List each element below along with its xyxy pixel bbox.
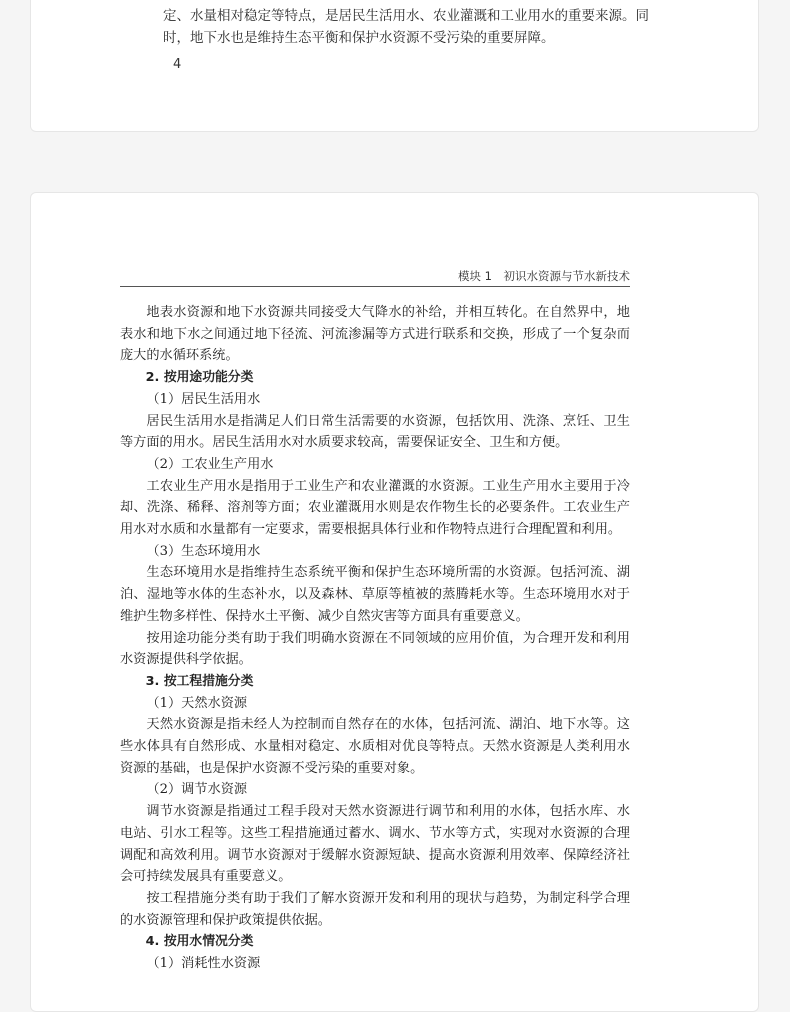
page-number: 4 bbox=[173, 57, 182, 72]
subsection-heading: （2）调节水资源 bbox=[146, 782, 248, 798]
paragraph: 生态环境用水是指维持生态系统平衡和保护生态环境所需的水资源。包括河流、湖泊、湿地等水体的生态补水，以及森林、草原等植被的蒸腾耗水等。生态环境用水对于维护生物多样性、保持水土平衡、减少自然灾害等方面具有重要意义。 bbox=[120, 565, 630, 624]
paragraph: 按用途功能分类有助于我们明确水资源在不同领域的应用价值，为合理开发和利用水资源提供科学依据。 bbox=[120, 630, 630, 668]
subsection-heading: （1）天然水资源 bbox=[146, 695, 248, 711]
subsection-heading: （2）工农业生产用水 bbox=[146, 456, 274, 472]
subsection-heading: （3）生态环境用水 bbox=[146, 543, 261, 559]
section-heading: 2. 按用途功能分类 bbox=[145, 370, 254, 386]
previous-page bbox=[30, 0, 759, 132]
previous-page-line: 时，地下水也是维持生态平衡和保护水资源不受污染的重要屏障。 bbox=[163, 30, 555, 46]
section-heading: 3. 按工程措施分类 bbox=[145, 673, 254, 689]
subsection-heading: （1）消耗性水资源 bbox=[146, 956, 261, 972]
previous-page-line: 定、水量相对稳定等特点，是居民生活用水、农业灌溉和工业用水的重要来源。同 bbox=[163, 8, 649, 24]
subsection-heading: （1）居民生活用水 bbox=[146, 391, 261, 407]
current-page bbox=[30, 192, 759, 1012]
paragraph: 居民生活用水是指满足人们日常生活需要的水资源，包括饮用、洗涤、烹饪、卫生等方面的用水。居民生活用水对水质要求较高，需要保证安全、卫生和方便。 bbox=[120, 413, 630, 451]
section-heading: 4. 按用水情况分类 bbox=[145, 934, 254, 950]
paragraph: 按工程措施分类有助于我们了解水资源开发和利用的现状与趋势，为制定科学合理的水资源管理和保护政策提供依据。 bbox=[120, 890, 630, 928]
paragraph: 地表水资源和地下水资源共同接受大气降水的补给，并相互转化。在自然界中，地表水和地下水之间通过地下径流、河流渗漏等方式进行联系和交换，形成了一个复杂而庞大的水循环系统。 bbox=[120, 305, 630, 364]
paragraph: 天然水资源是指未经人为控制而自然存在的水体，包括河流、湖泊、地下水等。这些水体具有自然形成、水量相对稳定、水质相对优良等特点。天然水资源是人类利用水资源的基础，也是保护水资源不受污染的重要对象。 bbox=[120, 717, 630, 776]
previous-page-text bbox=[163, 5, 683, 49]
paragraph: 工农业生产用水是指用于工业生产和农业灌溉的水资源。工业生产用水主要用于冷却、洗涤、稀释、溶剂等方面；农业灌溉用水则是农作物生长的必要条件。工农业生产用水对水质和水量都有一定要求，需要根据具体行业和作物特点进行合理配置和利用。 bbox=[120, 478, 630, 538]
page-body bbox=[120, 302, 630, 975]
running-header: 模块 1 初识水资源与节水新技术 bbox=[120, 269, 630, 287]
paragraph: 调节水资源是指通过工程手段对天然水资源进行调节和利用的水体，包括水库、水电站、引水工程等。这些工程措施通过蓄水、调水、节水等方式，实现对水资源的合理调配和高效利用。调节水资源对于缓解水资源短缺、提高水资源利用效率、保障经济社会可持续发展具有重要意义。 bbox=[120, 804, 630, 885]
